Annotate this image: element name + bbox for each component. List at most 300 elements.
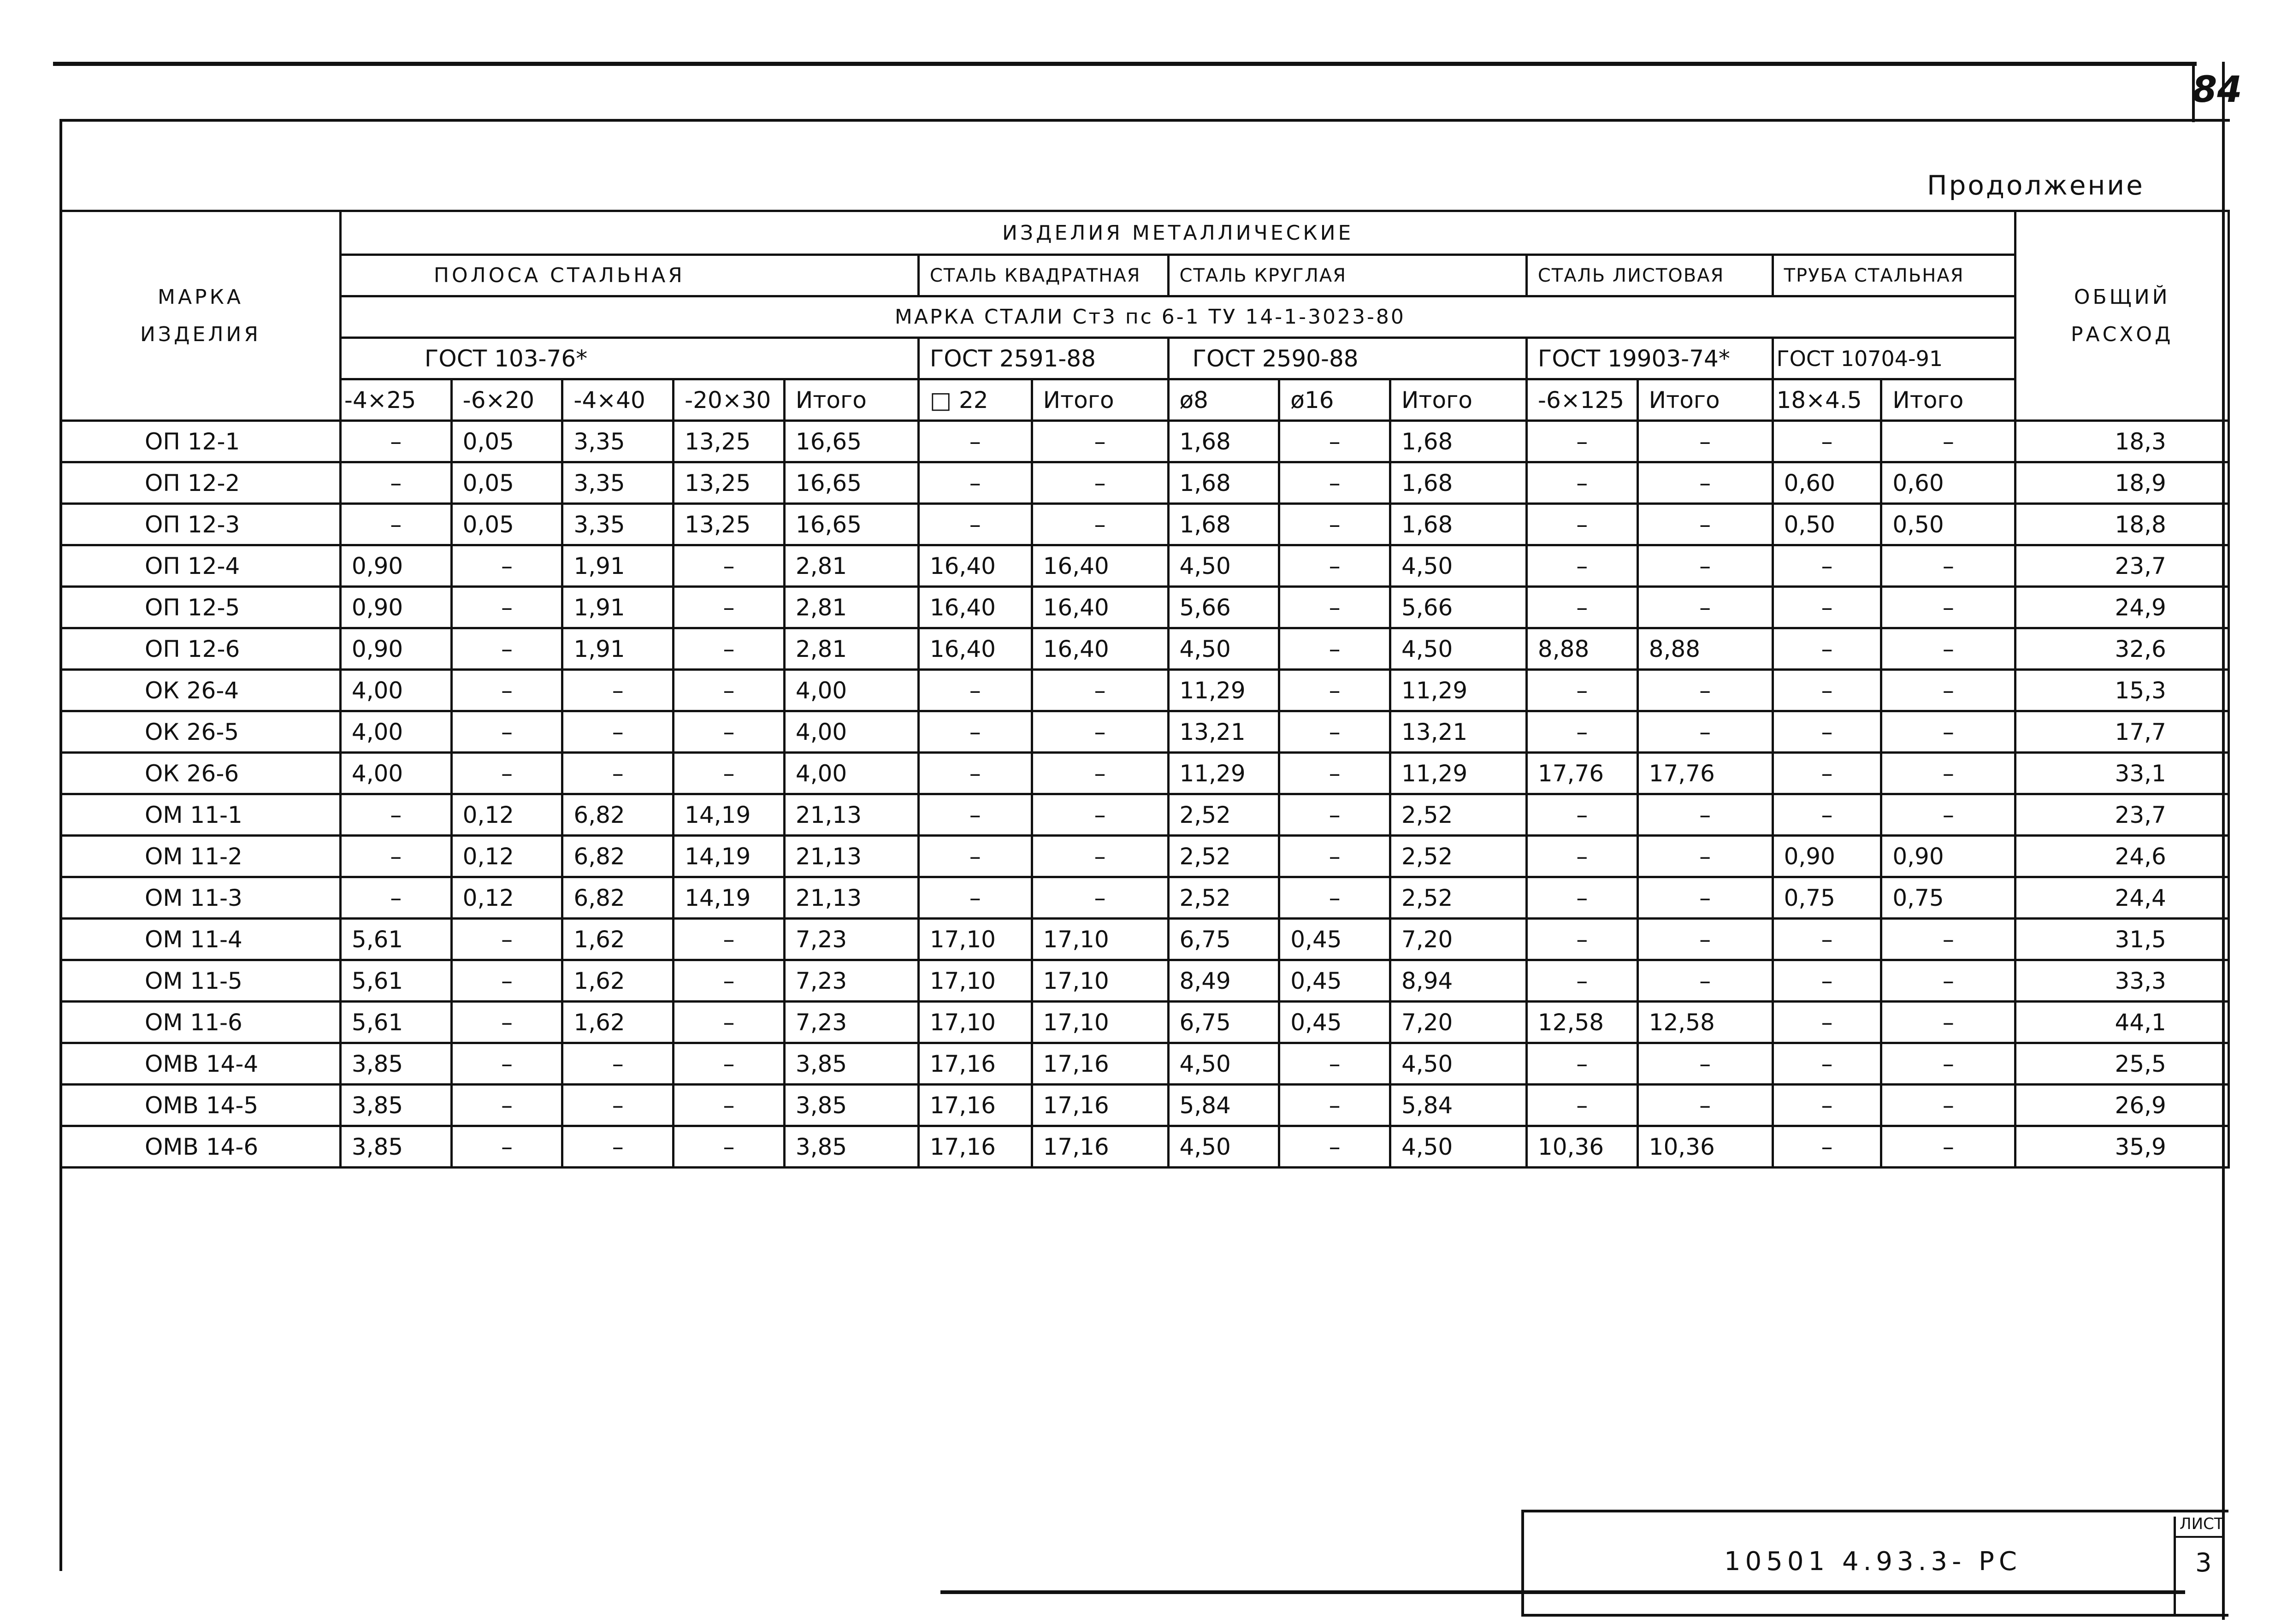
row-cell: 16,40 bbox=[1032, 545, 1168, 587]
row-cell: – bbox=[1526, 794, 1637, 836]
row-cell: 2,52 bbox=[1390, 794, 1527, 836]
row-cell: – bbox=[918, 753, 1032, 794]
row-cell: – bbox=[1881, 711, 2015, 753]
row-cell: 16,40 bbox=[918, 545, 1032, 587]
row-cell: – bbox=[674, 711, 785, 753]
row-cell: 11,29 bbox=[1168, 670, 1279, 711]
row-cell: – bbox=[562, 1043, 674, 1085]
subcolumn-header: -6×20 bbox=[451, 379, 562, 421]
row-cell: 16,65 bbox=[784, 421, 918, 462]
row-cell: – bbox=[1032, 504, 1168, 545]
row-cell: – bbox=[1637, 545, 1773, 587]
subcolumn-header: Итого bbox=[1032, 379, 1168, 421]
table-row bbox=[61, 836, 2229, 877]
row-cell: 16,40 bbox=[918, 628, 1032, 670]
row-cell: 3,35 bbox=[562, 504, 674, 545]
row-cell: – bbox=[1881, 1126, 2015, 1168]
row-cell: 17,16 bbox=[1032, 1126, 1168, 1168]
row-cell: – bbox=[451, 545, 562, 587]
row-cell: 0,90 bbox=[340, 545, 451, 587]
row-cell: 7,20 bbox=[1390, 1002, 1527, 1043]
row-cell: 14,19 bbox=[674, 877, 785, 919]
row-cell: – bbox=[1773, 1085, 1881, 1126]
row-cell: – bbox=[674, 919, 785, 960]
row-cell: 2,52 bbox=[1168, 877, 1279, 919]
category-sheet-steel: СТАЛЬ ЛИСТОВАЯ bbox=[1526, 255, 1773, 296]
table-row bbox=[61, 753, 2229, 794]
top-rule bbox=[53, 62, 2197, 66]
table-row bbox=[61, 711, 2229, 753]
row-cell: – bbox=[1773, 587, 1881, 628]
row-cell: – bbox=[1637, 587, 1773, 628]
row-cell: 17,10 bbox=[918, 960, 1032, 1002]
row-cell: – bbox=[1279, 794, 1390, 836]
row-cell: 2,52 bbox=[1390, 836, 1527, 877]
row-cell: 3,85 bbox=[784, 1043, 918, 1085]
row-cell: – bbox=[1526, 587, 1637, 628]
row-mark: ОМВ 14-5 bbox=[61, 1085, 341, 1126]
row-cell: 2,81 bbox=[784, 587, 918, 628]
sheet-cell-left-line bbox=[2174, 1517, 2176, 1617]
row-cell: 4,50 bbox=[1168, 628, 1279, 670]
row-cell: 17,76 bbox=[1637, 753, 1773, 794]
row-cell: 4,50 bbox=[1390, 545, 1527, 587]
table-body bbox=[61, 421, 2229, 1168]
subcolumn-header: -4×25 bbox=[340, 379, 451, 421]
group-title: ИЗДЕЛИЯ МЕТАЛЛИЧЕСКИЕ bbox=[340, 211, 2015, 255]
table-row bbox=[61, 960, 2229, 1002]
row-cell: 1,62 bbox=[562, 919, 674, 960]
subcolumn-header-row bbox=[61, 379, 2229, 421]
row-cell: 13,21 bbox=[1168, 711, 1279, 753]
row-cell: 16,40 bbox=[918, 587, 1032, 628]
row-cell: 7,23 bbox=[784, 960, 918, 1002]
table-row bbox=[61, 670, 2229, 711]
row-cell: – bbox=[674, 1126, 785, 1168]
gost-square: ГОСТ 2591-88 bbox=[918, 338, 1168, 379]
row-cell: 11,29 bbox=[1390, 670, 1527, 711]
row-cell: – bbox=[1526, 545, 1637, 587]
row-cell: 4,00 bbox=[784, 711, 918, 753]
row-cell: 4,50 bbox=[1390, 1126, 1527, 1168]
row-cell: 3,85 bbox=[340, 1126, 451, 1168]
category-round-steel: СТАЛЬ КРУГЛАЯ bbox=[1168, 255, 1526, 296]
table-row bbox=[61, 421, 2229, 462]
row-cell: – bbox=[1637, 960, 1773, 1002]
subcolumn-header: ø8 bbox=[1168, 379, 1279, 421]
row-cell: – bbox=[451, 960, 562, 1002]
row-total: 33,3 bbox=[2015, 960, 2229, 1002]
subcolumn-header: 18×4.5 bbox=[1773, 379, 1881, 421]
row-cell: 4,00 bbox=[784, 753, 918, 794]
row-mark: ОМ 11-5 bbox=[61, 960, 341, 1002]
row-mark: ОМВ 14-6 bbox=[61, 1126, 341, 1168]
row-cell: – bbox=[1881, 1043, 2015, 1085]
row-cell: 21,13 bbox=[784, 794, 918, 836]
row-cell: 11,29 bbox=[1168, 753, 1279, 794]
row-cell: – bbox=[1526, 1043, 1637, 1085]
row-mark: ОК 26-4 bbox=[61, 670, 341, 711]
row-cell: 10,36 bbox=[1637, 1126, 1773, 1168]
row-cell: 4,50 bbox=[1168, 545, 1279, 587]
row-cell: – bbox=[918, 836, 1032, 877]
row-cell: 2,81 bbox=[784, 545, 918, 587]
row-cell: 7,23 bbox=[784, 1002, 918, 1043]
row-cell: 1,68 bbox=[1390, 504, 1527, 545]
row-cell: 17,16 bbox=[918, 1085, 1032, 1126]
row-cell: 8,94 bbox=[1390, 960, 1527, 1002]
row-cell: – bbox=[1526, 504, 1637, 545]
row-cell: 14,19 bbox=[674, 794, 785, 836]
row-cell: – bbox=[1279, 1043, 1390, 1085]
row-cell: – bbox=[674, 587, 785, 628]
row-cell: 17,10 bbox=[1032, 1002, 1168, 1043]
row-cell: 5,84 bbox=[1390, 1085, 1527, 1126]
row-cell: – bbox=[1032, 753, 1168, 794]
row-cell: – bbox=[1881, 587, 2015, 628]
row-cell: 5,61 bbox=[340, 1002, 451, 1043]
row-cell: – bbox=[1773, 670, 1881, 711]
row-total: 32,6 bbox=[2015, 628, 2229, 670]
mark-label-line1: МАРКА bbox=[157, 285, 243, 309]
row-cell: – bbox=[1881, 960, 2015, 1002]
row-cell: 4,00 bbox=[784, 670, 918, 711]
sheet-label: ЛИСТ bbox=[2180, 1515, 2224, 1533]
row-cell: 1,68 bbox=[1168, 421, 1279, 462]
row-cell: – bbox=[1773, 1126, 1881, 1168]
row-cell: 1,62 bbox=[562, 960, 674, 1002]
row-cell: 6,75 bbox=[1168, 1002, 1279, 1043]
row-cell: 17,16 bbox=[1032, 1043, 1168, 1085]
row-cell: – bbox=[1526, 711, 1637, 753]
row-cell: – bbox=[1279, 836, 1390, 877]
row-mark: ОП 12-6 bbox=[61, 628, 341, 670]
row-cell: 0,12 bbox=[451, 836, 562, 877]
row-cell: 0,50 bbox=[1881, 504, 2015, 545]
row-cell: – bbox=[674, 753, 785, 794]
row-total: 44,1 bbox=[2015, 1002, 2229, 1043]
row-cell: 3,85 bbox=[340, 1043, 451, 1085]
mark-label-line2: ИЗДЕЛИЯ bbox=[140, 323, 261, 346]
row-cell: – bbox=[1773, 794, 1881, 836]
row-cell: 0,45 bbox=[1279, 960, 1390, 1002]
row-cell: – bbox=[562, 1085, 674, 1126]
row-cell: 10,36 bbox=[1526, 1126, 1637, 1168]
subcolumn-header: ø16 bbox=[1279, 379, 1390, 421]
row-cell: 0,50 bbox=[1773, 504, 1881, 545]
row-cell: 3,85 bbox=[784, 1126, 918, 1168]
row-cell: 5,61 bbox=[340, 960, 451, 1002]
row-cell: – bbox=[1526, 836, 1637, 877]
row-cell: – bbox=[1032, 670, 1168, 711]
row-mark: ОП 12-2 bbox=[61, 462, 341, 504]
row-cell: 2,52 bbox=[1390, 877, 1527, 919]
row-cell: – bbox=[340, 421, 451, 462]
row-cell: 0,12 bbox=[451, 877, 562, 919]
sheet-cell-divider bbox=[2174, 1536, 2224, 1538]
row-cell: – bbox=[451, 670, 562, 711]
table-row bbox=[61, 545, 2229, 587]
row-cell: – bbox=[1881, 628, 2015, 670]
row-cell: – bbox=[1773, 1002, 1881, 1043]
row-cell: – bbox=[562, 670, 674, 711]
row-cell: 17,10 bbox=[918, 919, 1032, 960]
row-cell: – bbox=[918, 462, 1032, 504]
row-cell: – bbox=[1637, 1085, 1773, 1126]
row-cell: 4,50 bbox=[1168, 1043, 1279, 1085]
row-cell: – bbox=[1773, 545, 1881, 587]
category-steel-pipe: ТРУБА СТАЛЬНАЯ bbox=[1773, 255, 2015, 296]
row-cell: 1,68 bbox=[1168, 504, 1279, 545]
document-code: 10501 4.93.3- РС bbox=[1724, 1547, 2021, 1577]
row-cell: – bbox=[1881, 421, 2015, 462]
row-cell: 0,45 bbox=[1279, 1002, 1390, 1043]
row-cell: 0,75 bbox=[1881, 877, 2015, 919]
row-cell: – bbox=[1637, 504, 1773, 545]
row-cell: 17,16 bbox=[1032, 1085, 1168, 1126]
row-cell: – bbox=[340, 877, 451, 919]
gost-strip: ГОСТ 103-76* bbox=[340, 338, 918, 379]
row-cell: – bbox=[1032, 462, 1168, 504]
row-cell: – bbox=[340, 794, 451, 836]
row-cell: 6,82 bbox=[562, 836, 674, 877]
row-cell: 7,23 bbox=[784, 919, 918, 960]
metal-products-table bbox=[59, 210, 2230, 1169]
sheet-number: 84 bbox=[2192, 69, 2242, 111]
row-total: 18,9 bbox=[2015, 462, 2229, 504]
row-cell: – bbox=[451, 1085, 562, 1126]
row-cell: – bbox=[1032, 877, 1168, 919]
row-cell: 0,05 bbox=[451, 462, 562, 504]
row-cell: – bbox=[1032, 711, 1168, 753]
row-cell: 14,19 bbox=[674, 836, 785, 877]
row-cell: – bbox=[1279, 421, 1390, 462]
row-cell: 3,85 bbox=[340, 1085, 451, 1126]
row-cell: – bbox=[1279, 628, 1390, 670]
row-cell: – bbox=[1637, 462, 1773, 504]
row-cell: 16,40 bbox=[1032, 587, 1168, 628]
category-strip-steel: ПОЛОСА СТАЛЬНАЯ bbox=[340, 255, 918, 296]
row-cell: 17,10 bbox=[1032, 919, 1168, 960]
row-cell: – bbox=[1279, 587, 1390, 628]
sheet-value: 3 bbox=[2195, 1548, 2212, 1578]
row-cell: 4,50 bbox=[1168, 1126, 1279, 1168]
subcolumn-header: Итого bbox=[1881, 379, 2015, 421]
row-cell: – bbox=[451, 1126, 562, 1168]
table-row bbox=[61, 504, 2229, 545]
row-cell: 0,12 bbox=[451, 794, 562, 836]
row-total: 24,9 bbox=[2015, 587, 2229, 628]
row-cell: – bbox=[340, 462, 451, 504]
row-cell: – bbox=[1526, 421, 1637, 462]
row-cell: – bbox=[1032, 836, 1168, 877]
total-column-header bbox=[2015, 211, 2229, 421]
row-cell: – bbox=[1637, 794, 1773, 836]
row-cell: 0,90 bbox=[1773, 836, 1881, 877]
row-cell: 8,88 bbox=[1637, 628, 1773, 670]
row-cell: 17,16 bbox=[918, 1126, 1032, 1168]
row-cell: – bbox=[918, 877, 1032, 919]
row-cell: 1,91 bbox=[562, 545, 674, 587]
row-cell: – bbox=[1279, 753, 1390, 794]
row-mark: ОМ 11-3 bbox=[61, 877, 341, 919]
row-cell: 5,61 bbox=[340, 919, 451, 960]
row-total: 15,3 bbox=[2015, 670, 2229, 711]
row-cell: – bbox=[1526, 1085, 1637, 1126]
row-cell: 4,50 bbox=[1390, 1043, 1527, 1085]
row-cell: 21,13 bbox=[784, 877, 918, 919]
row-cell: 16,40 bbox=[1032, 628, 1168, 670]
row-total: 24,4 bbox=[2015, 877, 2229, 919]
row-cell: – bbox=[1881, 1002, 2015, 1043]
row-cell: 0,75 bbox=[1773, 877, 1881, 919]
gost-pipe: ГОСТ 10704-91 bbox=[1773, 338, 2015, 379]
frame-top-line bbox=[59, 119, 2230, 122]
row-cell: – bbox=[674, 1002, 785, 1043]
row-cell: – bbox=[1526, 960, 1637, 1002]
row-cell: 1,68 bbox=[1390, 421, 1527, 462]
row-cell: – bbox=[1773, 711, 1881, 753]
row-cell: 5,66 bbox=[1168, 587, 1279, 628]
row-cell: – bbox=[918, 421, 1032, 462]
row-cell: – bbox=[1773, 1043, 1881, 1085]
subcolumn-header: -4×40 bbox=[562, 379, 674, 421]
row-cell: – bbox=[918, 794, 1032, 836]
row-mark: ОП 12-3 bbox=[61, 504, 341, 545]
row-cell: 17,10 bbox=[1032, 960, 1168, 1002]
table-row bbox=[61, 919, 2229, 960]
row-cell: 13,25 bbox=[674, 462, 785, 504]
row-cell: 16,65 bbox=[784, 462, 918, 504]
row-cell: – bbox=[1881, 1085, 2015, 1126]
row-cell: 2,52 bbox=[1168, 836, 1279, 877]
row-cell: – bbox=[1637, 711, 1773, 753]
row-cell: – bbox=[562, 753, 674, 794]
row-cell: 1,91 bbox=[562, 628, 674, 670]
row-total: 23,7 bbox=[2015, 794, 2229, 836]
row-cell: 17,16 bbox=[918, 1043, 1032, 1085]
row-cell: 13,21 bbox=[1390, 711, 1527, 753]
row-cell: – bbox=[1526, 670, 1637, 711]
row-cell: – bbox=[1032, 794, 1168, 836]
row-total: 17,7 bbox=[2015, 711, 2229, 753]
row-cell: 0,90 bbox=[1881, 836, 2015, 877]
row-cell: – bbox=[1773, 919, 1881, 960]
row-cell: 4,50 bbox=[1390, 628, 1527, 670]
row-cell: – bbox=[1637, 877, 1773, 919]
row-cell: – bbox=[1279, 1126, 1390, 1168]
row-cell: – bbox=[451, 628, 562, 670]
row-cell: – bbox=[1637, 836, 1773, 877]
row-total: 26,9 bbox=[2015, 1085, 2229, 1126]
row-total: 23,7 bbox=[2015, 545, 2229, 587]
row-mark: ОМ 11-6 bbox=[61, 1002, 341, 1043]
row-cell: – bbox=[1279, 462, 1390, 504]
row-cell: – bbox=[1279, 504, 1390, 545]
row-cell: – bbox=[674, 1085, 785, 1126]
row-total: 18,3 bbox=[2015, 421, 2229, 462]
category-square-steel: СТАЛЬ КВАДРАТНАЯ bbox=[918, 255, 1168, 296]
subcolumn-header: -6×125 bbox=[1526, 379, 1637, 421]
table-row bbox=[61, 794, 2229, 836]
mark-column-header bbox=[61, 211, 341, 421]
row-total: 24,6 bbox=[2015, 836, 2229, 877]
row-cell: 13,25 bbox=[674, 421, 785, 462]
row-mark: ОМ 11-4 bbox=[61, 919, 341, 960]
row-total: 33,1 bbox=[2015, 753, 2229, 794]
row-cell: – bbox=[1881, 545, 2015, 587]
row-cell: 0,60 bbox=[1881, 462, 2015, 504]
row-cell: – bbox=[1032, 421, 1168, 462]
row-mark: ОП 12-4 bbox=[61, 545, 341, 587]
row-cell: 0,90 bbox=[340, 628, 451, 670]
row-cell: – bbox=[1279, 545, 1390, 587]
row-cell: – bbox=[1881, 753, 2015, 794]
table-row bbox=[61, 1043, 2229, 1085]
row-cell: – bbox=[451, 753, 562, 794]
row-cell: 0,05 bbox=[451, 421, 562, 462]
total-label-line2: РАСХОД bbox=[2070, 323, 2174, 346]
row-cell: 17,76 bbox=[1526, 753, 1637, 794]
row-cell: – bbox=[674, 670, 785, 711]
row-cell: – bbox=[1881, 794, 2015, 836]
table-row bbox=[61, 1126, 2229, 1168]
row-cell: 6,75 bbox=[1168, 919, 1279, 960]
row-cell: 13,25 bbox=[674, 504, 785, 545]
row-cell: 6,82 bbox=[562, 877, 674, 919]
row-cell: – bbox=[1279, 877, 1390, 919]
row-cell: – bbox=[1637, 1043, 1773, 1085]
row-cell: – bbox=[340, 504, 451, 545]
gost-sheet: ГОСТ 19903-74* bbox=[1526, 338, 1773, 379]
row-total: 18,8 bbox=[2015, 504, 2229, 545]
row-mark: ОМВ 14-4 bbox=[61, 1043, 341, 1085]
table-row bbox=[61, 877, 2229, 919]
row-cell: – bbox=[918, 711, 1032, 753]
row-cell: 4,00 bbox=[340, 753, 451, 794]
row-cell: – bbox=[1279, 1085, 1390, 1126]
row-cell: – bbox=[674, 545, 785, 587]
row-cell: 17,10 bbox=[918, 1002, 1032, 1043]
row-cell: – bbox=[1773, 753, 1881, 794]
total-label-line1: ОБЩИЙ bbox=[2074, 285, 2170, 309]
row-cell: – bbox=[918, 504, 1032, 545]
row-cell: – bbox=[451, 587, 562, 628]
subcolumn-header: Итого bbox=[1390, 379, 1527, 421]
row-mark: ОП 12-1 bbox=[61, 421, 341, 462]
table-row bbox=[61, 587, 2229, 628]
row-cell: – bbox=[1637, 421, 1773, 462]
row-total: 25,5 bbox=[2015, 1043, 2229, 1085]
row-cell: – bbox=[1773, 628, 1881, 670]
row-cell: 0,45 bbox=[1279, 919, 1390, 960]
row-cell: – bbox=[451, 711, 562, 753]
row-cell: 1,62 bbox=[562, 1002, 674, 1043]
row-cell: – bbox=[340, 836, 451, 877]
row-cell: 1,91 bbox=[562, 587, 674, 628]
row-cell: – bbox=[674, 960, 785, 1002]
row-cell: 12,58 bbox=[1526, 1002, 1637, 1043]
row-cell: 11,29 bbox=[1390, 753, 1527, 794]
row-mark: ОМ 11-2 bbox=[61, 836, 341, 877]
row-cell: – bbox=[1526, 919, 1637, 960]
row-cell: – bbox=[1773, 960, 1881, 1002]
row-cell: – bbox=[1279, 711, 1390, 753]
subcolumn-header: □ 22 bbox=[918, 379, 1032, 421]
row-cell: 3,35 bbox=[562, 421, 674, 462]
row-cell: – bbox=[1526, 462, 1637, 504]
row-cell: – bbox=[451, 1002, 562, 1043]
